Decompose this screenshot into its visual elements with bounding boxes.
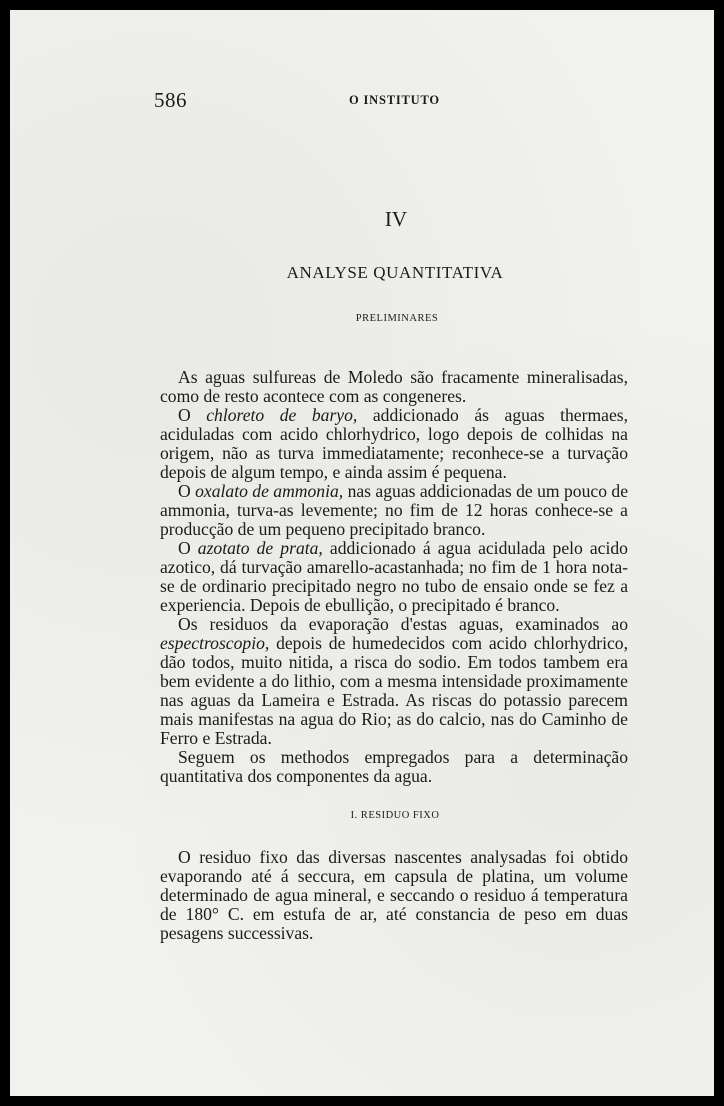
paragraph: O chloreto de baryo, addicionado ás aguas thermaes, aciduladas com acido chlorhydrico, logo depois de colhidas na origem, não as turva immediatamente; reconhece-se a turvação depois de algum tempo, e ainda assim é pequena. xyxy=(160,405,628,482)
reagent-name: chloreto de baryo, xyxy=(206,405,358,425)
paragraph: O azotato de prata, addicionado á agua acidulada pelo acido azotico, dá turvação amarello-acastanhada; no fim de 1 hora nota-se de ordinario precipitado negro no tubo de ensaio onde se fez a experiencia. Depois de ebullição, o precipitado é branco. xyxy=(160,538,628,615)
preliminary-text xyxy=(160,368,628,786)
chapter-number: IV xyxy=(384,207,408,231)
instrument-name: espectroscopio, xyxy=(160,633,270,653)
running-title: O INSTITUTO xyxy=(349,93,440,107)
section-heading: I. RESIDUO FIXO xyxy=(350,810,440,821)
paragraph: O oxalato de ammonia, nas aguas addicionadas de um pouco de ammonia, turva-as levemente; no fim de 12 horas conhece-se a producção de um pequeno precipitado branco. xyxy=(160,481,629,539)
reagent-name: azotato de prata, xyxy=(197,538,323,558)
section-text xyxy=(160,848,628,943)
chapter-subheading: PRELIMINARES xyxy=(355,313,439,324)
chapter-title: ANALYSE QUANTITATIVA xyxy=(286,263,504,282)
paragraph: Seguem os methodos empregados para a determinação quantitativa dos componentes da agua. xyxy=(160,747,628,786)
book-page xyxy=(10,10,714,1096)
page-number: 586 xyxy=(154,88,187,112)
paragraph: Os residuos da evaporação d'estas aguas, examinados ao espectroscopio, depois de humedecidos com acido chlorhydrico, dão todos, muito nitida, a risca do sodio. Em todos tambem era bem evidente a do lithio, com a mesma intensidade proximamente nas aguas da Lameira e Estrada. As riscas do potassio parecem mais manifestas na agua do Rio; as do calcio, nas do Caminho de Ferro e Estrada. xyxy=(160,614,628,748)
paragraph: As aguas sulfureas de Moledo são fracamente mineralisadas, como de resto acontece com as congeneres. xyxy=(160,367,628,406)
paragraph: O residuo fixo das diversas nascentes analysadas foi obtido evaporando até á seccura, em capsula de platina, um volume determinado de agua mineral, e seccando o residuo á temperatura de 180° C. em estufa de ar, até constancia de peso em duas pesagens successivas. xyxy=(160,847,628,943)
reagent-name: oxalato de ammonia, xyxy=(195,481,344,501)
